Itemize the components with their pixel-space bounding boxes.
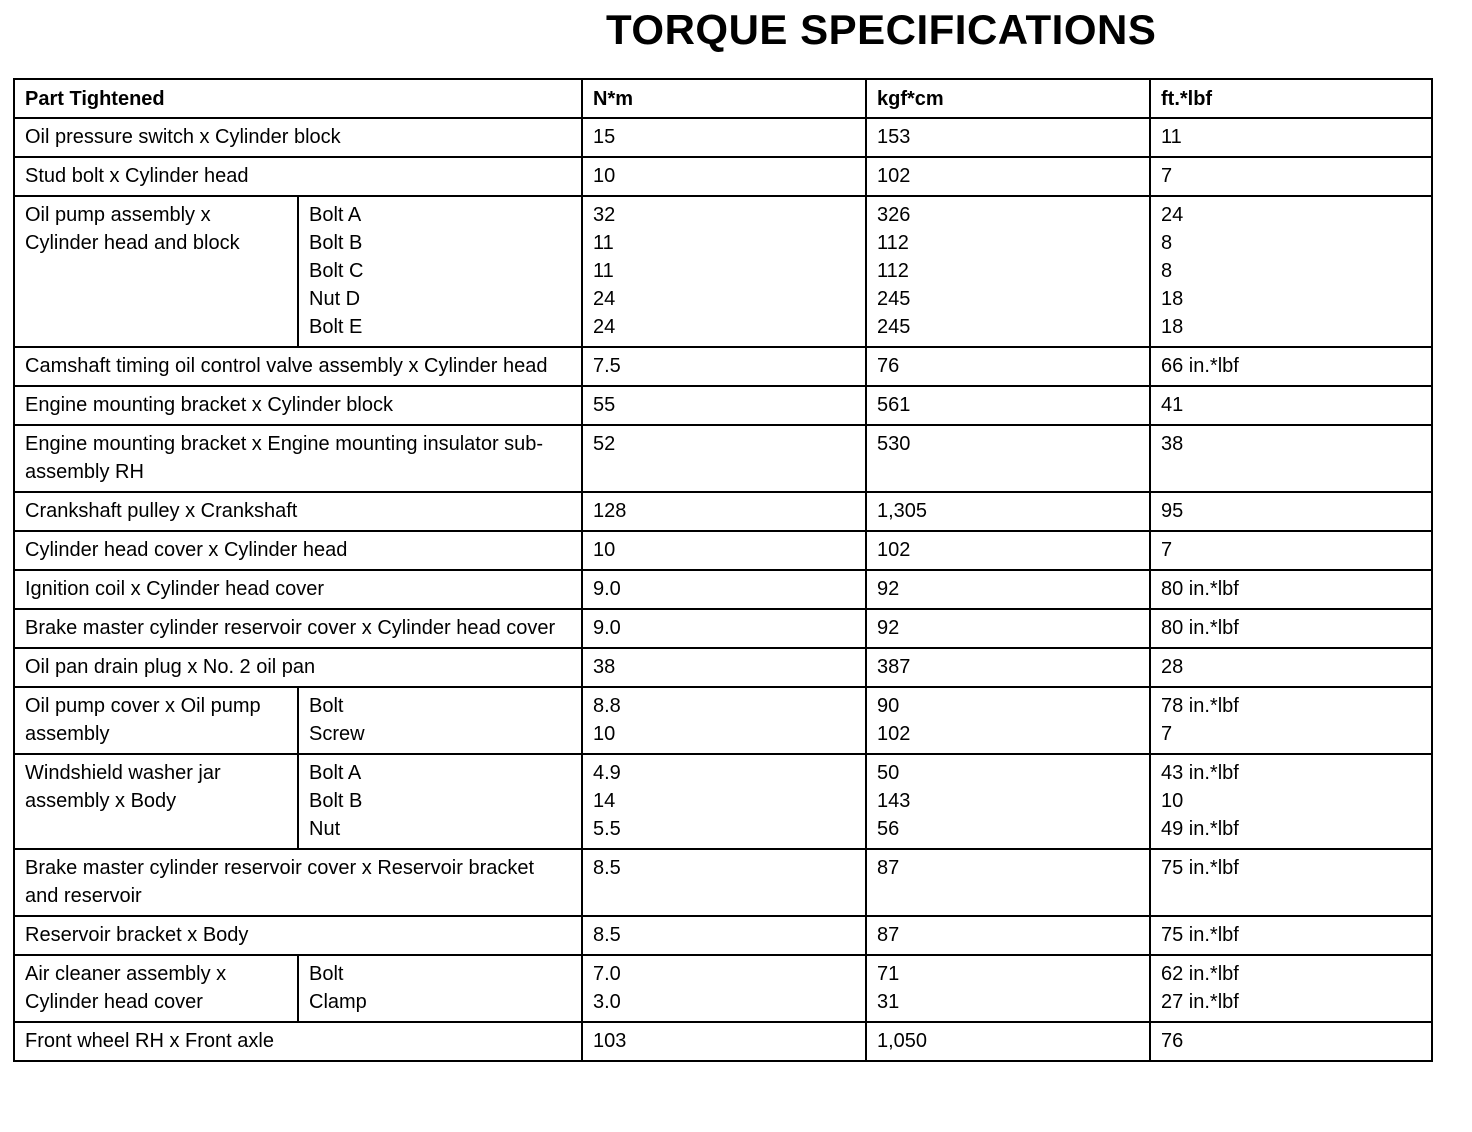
nm-cell-line: 11 xyxy=(593,260,614,282)
part-tightened-cell-line: Air cleaner assembly x xyxy=(25,963,227,985)
ft-lbf-cell-line: 8 xyxy=(1161,260,1173,282)
fastener-cell-line: Bolt xyxy=(309,695,344,717)
part-tightened-cell: Brake master cylinder reservoir cover x Cylinder head cover xyxy=(14,609,582,648)
nm-cell: 52 xyxy=(582,425,866,492)
ft-lbf-cell: 75 in.*lbf xyxy=(1150,916,1432,955)
nm-cell: 10 xyxy=(582,531,866,570)
fastener-cell-line: Bolt xyxy=(309,963,344,985)
ft-lbf-cell-line: 8 xyxy=(1161,232,1173,254)
kgf-cm-cell-line: 31 xyxy=(877,991,900,1013)
kgf-cm-cell-line: 143 xyxy=(877,790,911,812)
ft-lbf-cell: 38 xyxy=(1150,425,1432,492)
nm-cell-line: 14 xyxy=(593,790,616,812)
kgf-cm-cell: 87 xyxy=(866,916,1150,955)
ft-lbf-cell-line: 43 in.*lbf xyxy=(1161,762,1239,784)
part-tightened-cell-line: assembly x Body xyxy=(25,790,177,812)
table-row xyxy=(14,531,1432,570)
part-tightened-cell-line: Cylinder head and block xyxy=(25,232,240,254)
kgf-cm-cell-line: 112 xyxy=(877,232,909,254)
fastener-cell-line: Bolt B xyxy=(309,790,363,812)
kgf-cm-cell: 102 xyxy=(866,157,1150,196)
fastener-cell xyxy=(298,687,582,754)
header-ft-lbf: ft.*lbf xyxy=(1150,79,1432,118)
header-kgf-cm: kgf*cm xyxy=(866,79,1150,118)
fastener-cell xyxy=(298,754,582,849)
part-tightened-cell: Reservoir bracket x Body xyxy=(14,916,582,955)
kgf-cm-cell: 530 xyxy=(866,425,1150,492)
ft-lbf-cell-line: 27 in.*lbf xyxy=(1161,991,1239,1013)
table-row xyxy=(14,609,1432,648)
part-tightened-cell xyxy=(14,687,298,754)
ft-lbf-cell: 11 xyxy=(1150,118,1432,157)
part-tightened-cell: Crankshaft pulley x Crankshaft xyxy=(14,492,582,531)
part-tightened-cell: Stud bolt x Cylinder head xyxy=(14,157,582,196)
fastener-cell-line: Bolt A xyxy=(309,204,362,226)
table-header-row xyxy=(14,79,1432,118)
nm-cell-line: 8.8 xyxy=(593,695,621,717)
ft-lbf-cell-line: 10 xyxy=(1161,790,1184,812)
ft-lbf-cell: 80 in.*lbf xyxy=(1150,609,1432,648)
table-row xyxy=(14,425,1432,492)
part-tightened-cell: Oil pan drain plug x No. 2 oil pan xyxy=(14,648,582,687)
ft-lbf-cell: 66 in.*lbf xyxy=(1150,347,1432,386)
fastener-cell-line: Bolt C xyxy=(309,260,364,282)
kgf-cm-cell: 1,050 xyxy=(866,1022,1150,1061)
part-tightened-cell: Ignition coil x Cylinder head cover xyxy=(14,570,582,609)
nm-cell: 103 xyxy=(582,1022,866,1061)
kgf-cm-cell: 102 xyxy=(866,531,1150,570)
nm-cell-line: 5.5 xyxy=(593,818,621,840)
kgf-cm-cell-line: 56 xyxy=(877,818,900,840)
fastener-cell-line: Nut xyxy=(309,818,341,840)
ft-lbf-cell-line: 62 in.*lbf xyxy=(1161,963,1239,985)
table-row xyxy=(14,492,1432,531)
part-tightened-cell: Oil pressure switch x Cylinder block xyxy=(14,118,582,157)
nm-cell: 128 xyxy=(582,492,866,531)
ft-lbf-cell: 76 xyxy=(1150,1022,1432,1061)
table-row xyxy=(14,570,1432,609)
part-tightened-cell: Brake master cylinder reservoir cover x Reservoir bracket and reservoir xyxy=(14,849,582,916)
fastener-cell xyxy=(298,196,582,347)
nm-cell: 55 xyxy=(582,386,866,425)
kgf-cm-cell-line: 245 xyxy=(877,288,911,310)
nm-cell xyxy=(582,687,866,754)
nm-cell xyxy=(582,754,866,849)
table-row xyxy=(14,118,1432,157)
nm-cell: 38 xyxy=(582,648,866,687)
part-tightened-cell xyxy=(14,196,298,347)
header-nm: N*m xyxy=(582,79,866,118)
kgf-cm-cell xyxy=(866,687,1150,754)
part-tightened-cell: Camshaft timing oil control valve assembly x Cylinder head xyxy=(14,347,582,386)
table-row xyxy=(14,1022,1432,1061)
part-tightened-cell: Engine mounting bracket x Cylinder block xyxy=(14,386,582,425)
nm-cell-line: 32 xyxy=(593,204,616,226)
header-part-tightened: Part Tightened xyxy=(14,79,582,118)
table-row xyxy=(14,754,1432,849)
kgf-cm-cell: 387 xyxy=(866,648,1150,687)
nm-cell xyxy=(582,955,866,1022)
kgf-cm-cell: 153 xyxy=(866,118,1150,157)
table-row xyxy=(14,687,1432,754)
ft-lbf-cell-line: 49 in.*lbf xyxy=(1161,818,1239,840)
nm-cell-line: 7.0 xyxy=(593,963,621,985)
part-tightened-cell xyxy=(14,754,298,849)
part-tightened-cell-line: Windshield washer jar xyxy=(25,762,221,784)
ft-lbf-cell: 80 in.*lbf xyxy=(1150,570,1432,609)
kgf-cm-cell: 76 xyxy=(866,347,1150,386)
nm-cell xyxy=(582,196,866,347)
part-tightened-cell-line: Cylinder head cover xyxy=(25,991,203,1013)
table-row xyxy=(14,849,1432,916)
fastener-cell-line: Clamp xyxy=(309,991,367,1013)
part-tightened-cell: Engine mounting bracket x Engine mounting insulator sub-assembly RH xyxy=(14,425,582,492)
kgf-cm-cell: 561 xyxy=(866,386,1150,425)
ft-lbf-cell: 95 xyxy=(1150,492,1432,531)
ft-lbf-cell: 75 in.*lbf xyxy=(1150,849,1432,916)
ft-lbf-cell-line: 7 xyxy=(1161,723,1173,745)
nm-cell-line: 3.0 xyxy=(593,991,621,1013)
table-row xyxy=(14,157,1432,196)
nm-cell: 9.0 xyxy=(582,609,866,648)
table-row xyxy=(14,648,1432,687)
kgf-cm-cell xyxy=(866,754,1150,849)
kgf-cm-cell: 92 xyxy=(866,609,1150,648)
part-tightened-cell-line: Oil pump cover x Oil pump xyxy=(25,695,261,717)
ft-lbf-cell-line: 18 xyxy=(1161,316,1184,338)
nm-cell: 8.5 xyxy=(582,916,866,955)
kgf-cm-cell-line: 71 xyxy=(877,963,900,985)
nm-cell-line: 24 xyxy=(593,316,616,338)
part-tightened-cell-line: Oil pump assembly x xyxy=(25,204,211,226)
nm-cell: 9.0 xyxy=(582,570,866,609)
nm-cell-line: 4.9 xyxy=(593,762,621,784)
ft-lbf-cell: 7 xyxy=(1150,531,1432,570)
part-tightened-cell: Cylinder head cover x Cylinder head xyxy=(14,531,582,570)
nm-cell: 7.5 xyxy=(582,347,866,386)
ft-lbf-cell xyxy=(1150,687,1432,754)
kgf-cm-cell xyxy=(866,955,1150,1022)
kgf-cm-cell xyxy=(866,196,1150,347)
ft-lbf-cell-line: 24 xyxy=(1161,204,1184,226)
kgf-cm-cell-line: 102 xyxy=(877,723,911,745)
kgf-cm-cell: 92 xyxy=(866,570,1150,609)
ft-lbf-cell: 28 xyxy=(1150,648,1432,687)
kgf-cm-cell-line: 245 xyxy=(877,316,911,338)
nm-cell: 8.5 xyxy=(582,849,866,916)
torque-table xyxy=(13,78,1433,1062)
table-row xyxy=(14,196,1432,347)
ft-lbf-cell-line: 18 xyxy=(1161,288,1184,310)
page-title: TORQUE SPECIFICATIONS xyxy=(606,6,1157,53)
table-row xyxy=(14,386,1432,425)
table-body xyxy=(14,118,1432,1061)
table-row xyxy=(14,955,1432,1022)
fastener-cell-line: Bolt A xyxy=(309,762,362,784)
part-tightened-cell-line: assembly xyxy=(25,723,110,745)
kgf-cm-cell-line: 50 xyxy=(877,762,900,784)
nm-cell-line: 10 xyxy=(593,723,616,745)
fastener-cell-line: Bolt E xyxy=(309,316,363,338)
nm-cell-line: 24 xyxy=(593,288,616,310)
table-row xyxy=(14,347,1432,386)
nm-cell: 15 xyxy=(582,118,866,157)
kgf-cm-cell-line: 326 xyxy=(877,204,911,226)
fastener-cell xyxy=(298,955,582,1022)
nm-cell: 10 xyxy=(582,157,866,196)
ft-lbf-cell xyxy=(1150,754,1432,849)
table-row xyxy=(14,916,1432,955)
fastener-cell-line: Bolt B xyxy=(309,232,363,254)
ft-lbf-cell-line: 78 in.*lbf xyxy=(1161,695,1239,717)
ft-lbf-cell xyxy=(1150,196,1432,347)
kgf-cm-cell: 87 xyxy=(866,849,1150,916)
part-tightened-cell xyxy=(14,955,298,1022)
part-tightened-cell: Front wheel RH x Front axle xyxy=(14,1022,582,1061)
ft-lbf-cell xyxy=(1150,955,1432,1022)
ft-lbf-cell: 41 xyxy=(1150,386,1432,425)
fastener-cell-line: Screw xyxy=(309,723,365,745)
kgf-cm-cell-line: 112 xyxy=(877,260,909,282)
fastener-cell-line: Nut D xyxy=(309,288,361,310)
kgf-cm-cell-line: 90 xyxy=(877,695,900,717)
nm-cell-line: 11 xyxy=(593,232,614,254)
kgf-cm-cell: 1,305 xyxy=(866,492,1150,531)
ft-lbf-cell: 7 xyxy=(1150,157,1432,196)
